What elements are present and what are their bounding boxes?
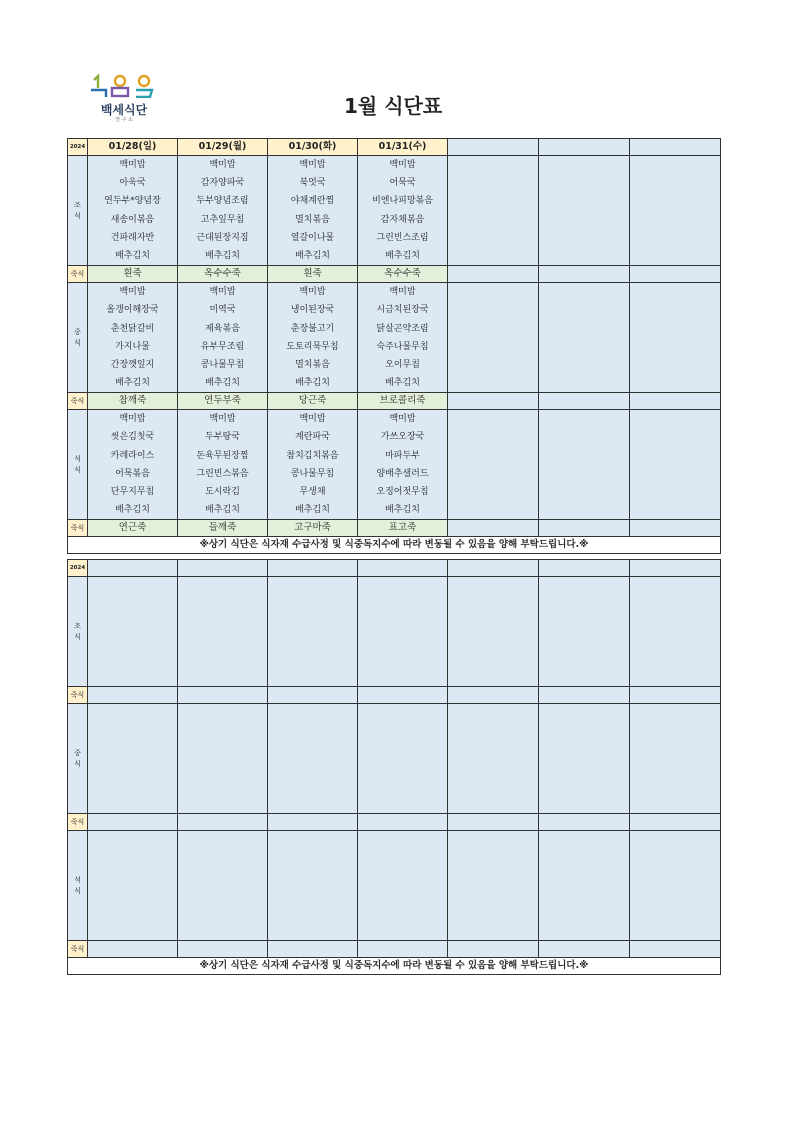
menu-item: 백미밥 [209,160,236,170]
porridge-cell: 옥수수죽 [358,266,448,283]
breakfast-label-text: 조 식 [74,200,81,220]
menu-item: 북엇국 [299,178,326,189]
empty-menu-cell [630,704,721,814]
menu-table-week-2 [67,559,721,975]
menu-item: 배추김치 [385,250,420,261]
empty-menu-cell [448,410,539,520]
empty-porridge-cell [448,393,539,410]
empty-date-cell [539,560,630,577]
empty-porridge-cell [88,687,178,704]
empty-porridge-cell [630,814,721,831]
menu-item: 마파두부 [385,450,420,461]
empty-menu-cell [358,577,448,687]
breakfast-label [68,156,88,266]
dinner-porridge-row [68,941,721,958]
notice-text: ※상기 식단은 식자재 수급사정 및 식중독지수에 따라 변동될 수 있음을 양해 부탁드립니다.※ [68,958,721,975]
date-header-row [68,139,721,156]
empty-menu-cell [448,156,539,266]
menu-item: 춘장불고기 [290,323,335,334]
breakfast-row [68,577,721,687]
porridge-cell: 흰죽 [88,266,178,283]
menu-item: 오이무침 [385,359,420,370]
empty-menu-cell [630,283,721,393]
dinner-label-text: 석 식 [74,454,81,474]
menu-cell [358,410,448,520]
menu-item: 배추김치 [205,250,240,261]
menu-item: 배추김치 [385,505,420,516]
menu-cell [88,156,178,266]
empty-porridge-cell [539,393,630,410]
menu-item: 백미밥 [389,414,416,425]
empty-menu-cell [268,704,358,814]
menu-item: 열갈이나물 [290,232,335,243]
menu-item: 숙주나물무침 [376,341,429,352]
empty-menu-cell [630,831,721,941]
menu-item: 양배추샐러드 [376,468,429,479]
porridge-cell: 들깨죽 [178,520,268,537]
menu-cell [358,156,448,266]
dinner-label [68,831,88,941]
menu-cell [268,283,358,393]
menu-item: 배추김치 [115,378,150,389]
menu-item: 간장깻잎지 [110,359,155,370]
date-cell: 01/30(화) [268,139,358,156]
menu-item: 백미밥 [209,414,236,425]
empty-porridge-cell [630,266,721,283]
notice-row [68,537,721,554]
menu-item: 가지나물 [115,341,150,352]
porridge-cell: 옥수수죽 [178,266,268,283]
menu-cell [88,283,178,393]
menu-item: 참치김치볶음 [286,450,339,461]
menu-item: 배추김치 [205,378,240,389]
porridge-cell: 참깨죽 [88,393,178,410]
lunch-label-text: 중 식 [74,748,81,768]
lunch-label-text: 중 식 [74,327,81,347]
menu-item: 씻은김칫국 [110,432,155,443]
porridge-label: 죽식 [68,520,88,537]
empty-porridge-cell [539,520,630,537]
menu-item: 시금치된장국 [376,305,429,316]
empty-porridge-cell [539,687,630,704]
menu-item: 백미밥 [389,160,416,170]
menu-item: 돈육무된장찜 [196,450,249,461]
empty-porridge-cell [268,687,358,704]
empty-menu-cell [268,831,358,941]
menu-item: 비엔나피망볶음 [372,196,433,207]
empty-porridge-cell [178,687,268,704]
menu-item: 배추김치 [115,250,150,261]
lunch-label [68,283,88,393]
menu-item: 그린빈스조림 [376,232,429,243]
menu-item: 백미밥 [209,287,236,298]
menu-item: 가쓰오장국 [380,432,425,443]
empty-menu-cell [539,831,630,941]
menu-item: 백미밥 [119,160,146,170]
menu-cell [178,283,268,393]
date-cell: 01/29(월) [178,139,268,156]
logo-subtitle: 연 구 소 [115,117,133,123]
porridge-label: 죽식 [68,814,88,831]
date-header-row [68,560,721,577]
empty-porridge-cell [268,814,358,831]
dinner-porridge-row [68,520,721,537]
empty-porridge-cell [358,941,448,958]
menu-cell [268,156,358,266]
menu-item: 배추김치 [205,505,240,516]
dinner-row [68,410,721,520]
empty-menu-cell [448,704,539,814]
menu-item: 콩나물무침 [200,359,245,370]
menu-cell [358,283,448,393]
empty-porridge-cell [630,687,721,704]
menu-item: 오징어젓무침 [376,487,429,497]
empty-menu-cell [448,831,539,941]
menu-item: 두부양념조림 [196,196,249,207]
empty-menu-cell [448,577,539,687]
menu-cell [88,410,178,520]
year-cell: 2024 [68,560,88,577]
lunch-row [68,283,721,393]
menu-table-week-1 [67,138,721,554]
empty-menu-cell [88,577,178,687]
notice-text: ※상기 식단은 식자재 수급사정 및 식중독지수에 따라 변동될 수 있음을 양해 부탁드립니다.※ [68,537,721,554]
porridge-cell: 당근죽 [268,393,358,410]
empty-date-cell [358,560,448,577]
menu-item: 닭살곤약조림 [376,323,429,334]
menu-item: 연두부*양념장 [104,196,161,207]
breakfast-row [68,156,721,266]
menu-item: 배추김치 [295,505,330,516]
lunch-porridge-row [68,393,721,410]
porridge-cell: 표고죽 [358,520,448,537]
empty-porridge-cell [630,941,721,958]
porridge-cell: 흰죽 [268,266,358,283]
empty-menu-cell [539,283,630,393]
empty-menu-cell [630,577,721,687]
empty-porridge-cell [268,941,358,958]
menu-item: 새송이볶음 [110,214,155,225]
breakfast-porridge-row [68,266,721,283]
lunch-label [68,704,88,814]
empty-date-cell [448,139,539,156]
porridge-cell: 연근죽 [88,520,178,537]
page-title: 1월 식단표 [344,94,443,118]
menu-item: 그린빈스볶음 [196,468,249,479]
empty-date-cell [630,139,721,156]
empty-menu-cell [448,283,539,393]
dinner-label-text: 석 식 [74,875,81,895]
empty-porridge-cell [88,941,178,958]
menu-item: 무생채 [299,487,326,497]
logo-mark-icon [90,74,156,98]
menu-item: 감자채볶음 [380,214,425,225]
empty-date-cell [448,560,539,577]
menu-item: 백미밥 [119,414,146,425]
empty-porridge-cell [448,941,539,958]
menu-item: 올갱이해장국 [106,305,159,316]
dinner-row [68,831,721,941]
empty-porridge-cell [630,393,721,410]
menu-item: 어묵볶음 [115,468,150,479]
empty-date-cell [630,560,721,577]
empty-porridge-cell [448,520,539,537]
empty-menu-cell [630,156,721,266]
empty-porridge-cell [448,266,539,283]
menu-item: 야채계란찜 [290,196,335,207]
empty-menu-cell [178,831,268,941]
porridge-label: 죽식 [68,687,88,704]
menu-item: 계란파국 [295,432,330,443]
menu-item: 카레라이스 [110,450,155,461]
menu-item: 어묵국 [389,178,416,189]
porridge-cell: 고구마죽 [268,520,358,537]
menu-item: 제육볶음 [205,323,240,334]
menu-item: 단무지무침 [110,487,155,497]
empty-menu-cell [88,704,178,814]
menu-item: 감자양파국 [200,178,245,189]
empty-porridge-cell [539,266,630,283]
empty-porridge-cell [539,941,630,958]
empty-menu-cell [268,577,358,687]
menu-item: 미역국 [209,305,236,316]
lunch-row [68,704,721,814]
menu-cell [268,410,358,520]
empty-date-cell [88,560,178,577]
porridge-label: 죽식 [68,393,88,410]
empty-date-cell [178,560,268,577]
brand-logo [84,74,164,124]
date-cell: 01/28(일) [88,139,178,156]
empty-porridge-cell [630,520,721,537]
breakfast-label [68,577,88,687]
empty-menu-cell [88,831,178,941]
empty-porridge-cell [178,814,268,831]
porridge-label: 죽식 [68,941,88,958]
empty-menu-cell [178,577,268,687]
menu-item: 유부무조림 [200,341,245,352]
menu-item: 백미밥 [389,287,416,298]
empty-porridge-cell [88,814,178,831]
menu-item: 도토리묵무침 [286,341,339,352]
porridge-cell: 연두부죽 [178,393,268,410]
menu-item: 아욱국 [119,178,146,189]
empty-menu-cell [539,410,630,520]
empty-menu-cell [358,831,448,941]
menu-item: 배추김치 [385,378,420,389]
empty-porridge-cell [178,941,268,958]
date-cell: 01/31(수) [358,139,448,156]
notice-row [68,958,721,975]
porridge-label: 죽식 [68,266,88,283]
empty-date-cell [268,560,358,577]
empty-date-cell [539,139,630,156]
empty-porridge-cell [448,814,539,831]
empty-porridge-cell [358,814,448,831]
menu-item: 냉이된장국 [290,305,335,316]
empty-menu-cell [630,410,721,520]
menu-item: 배추김치 [295,250,330,261]
menu-item: 배추김치 [295,378,330,389]
menu-item: 멸치볶음 [295,214,330,225]
menu-cell [178,156,268,266]
dinner-label [68,410,88,520]
menu-item: 백미밥 [119,287,146,298]
menu-item: 고추잎무침 [200,214,245,225]
menu-item: 춘천닭갈비 [110,323,155,334]
lunch-porridge-row [68,814,721,831]
empty-menu-cell [539,704,630,814]
breakfast-porridge-row [68,687,721,704]
menu-item: 콩나물무침 [290,468,335,479]
empty-porridge-cell [539,814,630,831]
menu-item: 멸치볶음 [295,359,330,370]
empty-menu-cell [178,704,268,814]
empty-menu-cell [539,577,630,687]
empty-porridge-cell [448,687,539,704]
porridge-cell: 브로콜리죽 [358,393,448,410]
year-cell: 2024 [68,139,88,156]
menu-item: 건파래자반 [110,232,155,243]
menu-cell [178,410,268,520]
menu-item: 백미밥 [299,414,326,425]
empty-porridge-cell [358,687,448,704]
breakfast-label-text: 조 식 [74,621,81,641]
menu-item: 백미밥 [299,287,326,298]
empty-menu-cell [539,156,630,266]
menu-item: 백미밥 [299,160,326,170]
menu-item: 두부탕국 [205,432,240,443]
menu-item: 배추김치 [115,505,150,516]
logo-name: 백세식단 [100,103,148,117]
menu-item: 근대된장지짐 [196,232,249,243]
empty-menu-cell [358,704,448,814]
menu-item: 도시락김 [205,487,240,497]
